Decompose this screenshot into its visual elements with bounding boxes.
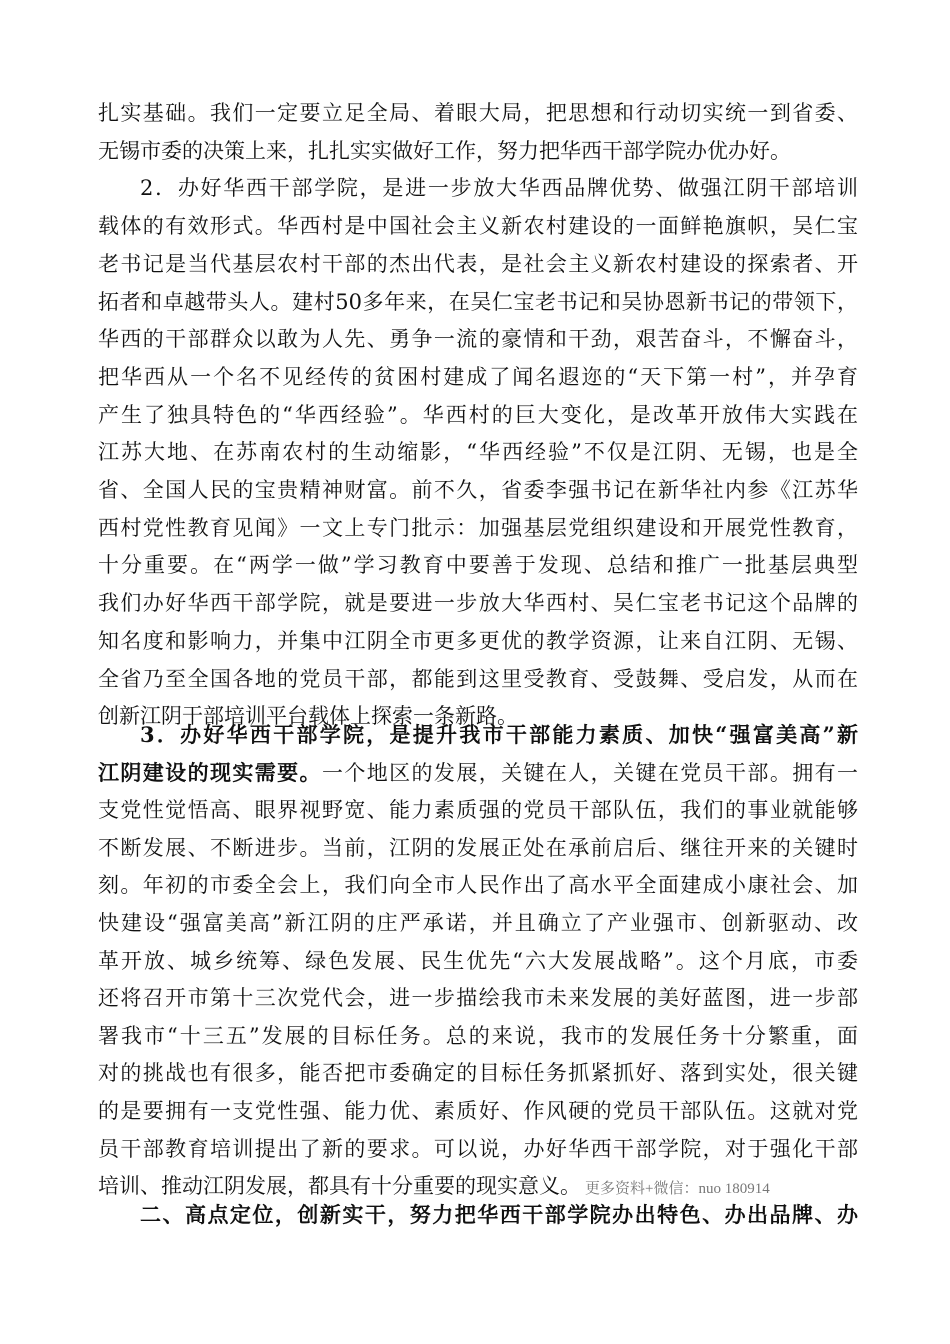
paragraph-line bbox=[98, 400, 858, 430]
paragraph-line bbox=[98, 513, 858, 543]
text-run: 载体的有效形式。华西村是中国社会主义新农村建设的一面鲜艳旗帜，吴仁宝 bbox=[98, 214, 858, 239]
paragraph-line bbox=[98, 870, 858, 900]
text-run: 全省乃至全国各地的党员干部，都能到这里受教育、受鼓舞、受启发，从而在 bbox=[98, 666, 858, 691]
watermark-text: 更多资料+微信：nuo 180914 bbox=[585, 1181, 770, 1198]
paragraph-line bbox=[98, 475, 858, 505]
paragraph-line bbox=[98, 664, 858, 694]
text-run: 知名度和影响力，并集中江阴全市更多更优的教学资源，让来自江阴、无锡、 bbox=[98, 628, 858, 653]
text-run: 二、高点定位，创新实干，努力把华西干部学院办出特色、办出品牌、办 bbox=[140, 1203, 858, 1227]
text-run: 江苏大地、在苏南农村的生动缩影，“华西经验”不仅是江阴、无锡，也是全 bbox=[98, 440, 858, 465]
text-run: 把华西从一个名不见经传的贫困村建成了闻名遐迩的“天下第一村”，并孕育 bbox=[98, 364, 858, 389]
text-run: 还将召开市第十三次党代会，进一步描绘我市未来发展的美好蓝图，进一步部 bbox=[98, 986, 858, 1011]
text-run: 扎实基础。我们一定要立足全局、着眼大局，把思想和行动切实统一到省委、 bbox=[98, 101, 858, 125]
text-run: 支党性觉悟高、眼界视野宽、能力素质强的党员干部队伍，我们的事业就能够 bbox=[98, 798, 858, 823]
paragraph-line bbox=[98, 795, 858, 825]
paragraph-line bbox=[98, 98, 858, 128]
paragraph-line bbox=[98, 287, 858, 317]
paragraph-line bbox=[98, 324, 858, 354]
paragraph-line bbox=[98, 588, 858, 618]
paragraph-line bbox=[98, 136, 858, 166]
paragraph-line bbox=[98, 1171, 858, 1201]
paragraph-line bbox=[98, 758, 858, 788]
text-run: 刻。年初的市委全会上，我们向全市人民作出了高水平全面建成小康社会、加 bbox=[98, 873, 858, 898]
text-run: 十分重要。在“两学一做”学习教育中要善于发现、总结和推广一批基层典型 bbox=[98, 553, 858, 578]
text-run: 省、全国人民的宝贵精神财富。前不久，省委李强书记在新华社内参《江苏华 bbox=[98, 478, 858, 502]
text-run: 产生了独具特色的“华西经验”。华西村的巨大变化，是改革开放伟大实践在 bbox=[98, 402, 858, 427]
paragraph-line bbox=[140, 173, 858, 203]
paragraph-line bbox=[98, 833, 858, 863]
paragraph-line bbox=[98, 249, 858, 279]
text-run: 革开放、城乡统筹、绿色发展、民生优先“六大发展战略”。这个月底，市委 bbox=[98, 948, 858, 973]
text-run: 不断发展、不断进步。当前，江阴的发展正处在承前启后、继往开来的关键时 bbox=[98, 835, 858, 860]
text-run: 快建设“强富美高”新江阴的庄严承诺，并且确立了产业强市、创新驱动、改 bbox=[98, 911, 858, 935]
paragraph-line bbox=[98, 1096, 858, 1126]
text-run: 我们办好华西干部学院，就是要进一步放大华西村、吴仁宝老书记这个品牌的 bbox=[98, 591, 858, 616]
text-run: 对的挑战也有很多，能否把市委确定的目标任务抓紧抓好、落到实处，很关键 bbox=[98, 1061, 858, 1086]
paragraph-line bbox=[98, 983, 858, 1013]
text-run: 的是要拥有一支党性强、能力优、素质好、作风硬的党员干部队伍。这就对党 bbox=[98, 1099, 858, 1123]
paragraph-line bbox=[98, 550, 858, 580]
paragraph-line bbox=[98, 946, 858, 976]
text-run: 华西的干部群众以敢为人先、勇争一流的豪情和干劲，艰苦奋斗，不懈奋斗， bbox=[98, 327, 858, 352]
paragraph-line bbox=[98, 1134, 858, 1164]
bold-lead-text: 3．办好华西干部学院，是提升我市干部能力素质、加快“强富美高”新 bbox=[140, 722, 858, 747]
text-run: 创新江阴干部培训平台载体上探索一条新路。 bbox=[98, 704, 518, 729]
paragraph-line bbox=[98, 1021, 858, 1051]
paragraph-line bbox=[98, 908, 858, 938]
text-run: 2．办好华西干部学院，是进一步放大华西品牌优势、做强江阴干部培训 bbox=[140, 176, 858, 201]
section-heading bbox=[140, 1200, 858, 1230]
bold-lead-text: 江阴建设的现实需要。 bbox=[98, 759, 322, 785]
paragraph-line bbox=[98, 626, 858, 656]
text-run: 无锡市委的决策上来，扎扎实实做好工作，努力把华西干部学院办优办好。 bbox=[98, 138, 791, 163]
text-run: 拓者和卓越带头人。建村50多年来，在吴仁宝老书记和吴协恩新书记的带领下， bbox=[98, 289, 858, 314]
paragraph-line bbox=[98, 1058, 858, 1088]
text-run: 西村党性教育见闻》一文上专门批示：加强基层党组织建设和开展党性教育， bbox=[98, 515, 858, 540]
text-run: 一个地区的发展，关键在人，关键在党员干部。拥有一 bbox=[321, 760, 859, 785]
paragraph-line bbox=[98, 437, 858, 467]
paragraph-line bbox=[140, 720, 858, 750]
text-run: 老书记是当代基层农村干部的杰出代表，是社会主义新农村建设的探索者、开 bbox=[98, 251, 858, 276]
paragraph-line bbox=[98, 362, 858, 392]
text-run: 署我市“十三五”发展的目标任务。总的来说，我市的发展任务十分繁重，面 bbox=[98, 1023, 858, 1048]
paragraph-line bbox=[98, 211, 858, 241]
text-run: 员干部教育培训提出了新的要求。可以说，办好华西干部学院，对于强化干部 bbox=[98, 1136, 858, 1161]
text-run: 培训、推动江阴发展，都具有十分重要的现实意义。 bbox=[98, 1174, 581, 1199]
